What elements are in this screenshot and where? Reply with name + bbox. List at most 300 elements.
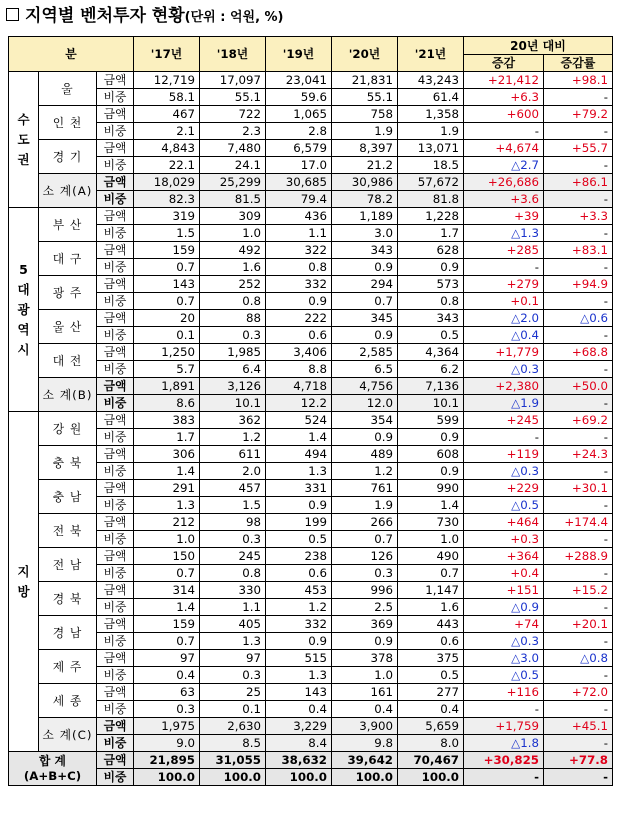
year-value-cell: 57,672 xyxy=(398,174,464,191)
year-value-cell: 1.7 xyxy=(134,429,200,446)
rate-cell: +24.3 xyxy=(544,446,613,463)
year-value-cell: 0.3 xyxy=(332,565,398,582)
year-value-cell: 1.6 xyxy=(398,599,464,616)
kind-share: 비중 xyxy=(97,361,134,378)
rate-cell: +69.2 xyxy=(544,412,613,429)
year-value-cell: 199 xyxy=(266,514,332,531)
year-value-cell: 0.7 xyxy=(134,259,200,276)
year-value-cell: 383 xyxy=(134,412,200,429)
year-value-cell: 0.7 xyxy=(134,293,200,310)
change-cell: +364 xyxy=(464,548,544,565)
year-value-cell: 0.4 xyxy=(134,667,200,684)
rate-cell: - xyxy=(544,293,613,310)
year-value-cell: 212 xyxy=(134,514,200,531)
year-value-cell: 0.8 xyxy=(398,293,464,310)
change-cell: +279 xyxy=(464,276,544,293)
year-value-cell: 0.4 xyxy=(332,701,398,718)
year-value-cell: 17,097 xyxy=(200,72,266,89)
rate-cell: - xyxy=(544,769,613,786)
year-value-cell: 6,579 xyxy=(266,140,332,157)
year-value-cell: 30,685 xyxy=(266,174,332,191)
year-value-cell: 4,843 xyxy=(134,140,200,157)
kind-share: 비중 xyxy=(97,123,134,140)
year-value-cell: 3,229 xyxy=(266,718,332,735)
table-row xyxy=(9,310,613,327)
year-value-cell: 17.0 xyxy=(266,157,332,174)
year-value-cell: 322 xyxy=(266,242,332,259)
table-row xyxy=(9,650,613,667)
year-value-cell: 31,055 xyxy=(200,752,266,769)
year-value-cell: 306 xyxy=(134,446,200,463)
rate-cell: +79.2 xyxy=(544,106,613,123)
region-name: 제 주 xyxy=(39,650,97,684)
rate-cell: △0.6 xyxy=(544,310,613,327)
region-name: 대 전 xyxy=(39,344,97,378)
kind-share: 비중 xyxy=(97,667,134,684)
group-label-char: 도 xyxy=(17,131,30,147)
year-value-cell: 330 xyxy=(200,582,266,599)
year-value-cell: 4,756 xyxy=(332,378,398,395)
year-value-cell: 2.8 xyxy=(266,123,332,140)
table-row xyxy=(9,548,613,565)
change-cell: +245 xyxy=(464,412,544,429)
rate-cell: △0.8 xyxy=(544,650,613,667)
year-value-cell: 21.2 xyxy=(332,157,398,174)
table-row xyxy=(9,497,613,514)
title-unit: (단위 : 억원, %) xyxy=(184,10,284,25)
year-value-cell: 1.9 xyxy=(332,497,398,514)
year-value-cell: 82.3 xyxy=(134,191,200,208)
year-value-cell: 1.2 xyxy=(200,429,266,446)
header-category: 분 xyxy=(9,37,134,72)
year-value-cell: 1.6 xyxy=(200,259,266,276)
year-value-cell: 1.0 xyxy=(398,531,464,548)
year-value-cell: 0.5 xyxy=(398,327,464,344)
year-value-cell: 722 xyxy=(200,106,266,123)
year-value-cell: 100.0 xyxy=(266,769,332,786)
change-cell: +0.4 xyxy=(464,565,544,582)
rate-cell: +20.1 xyxy=(544,616,613,633)
year-value-cell: 1,975 xyxy=(134,718,200,735)
year-value-cell: 81.5 xyxy=(200,191,266,208)
change-cell: △0.5 xyxy=(464,667,544,684)
year-value-cell: 0.5 xyxy=(398,667,464,684)
kind-amount: 금액 xyxy=(97,616,134,633)
year-value-cell: 18.5 xyxy=(398,157,464,174)
rate-cell: - xyxy=(544,361,613,378)
kind-share: 비중 xyxy=(97,735,134,752)
change-cell: +26,686 xyxy=(464,174,544,191)
total-name: 합 계 xyxy=(39,753,66,768)
region-name: 경 남 xyxy=(39,616,97,650)
year-value-cell: 97 xyxy=(134,650,200,667)
year-value-cell: 1.5 xyxy=(134,225,200,242)
year-value-cell: 6.5 xyxy=(332,361,398,378)
change-cell: +151 xyxy=(464,582,544,599)
rate-cell: +77.8 xyxy=(544,752,613,769)
year-value-cell: 515 xyxy=(266,650,332,667)
rate-cell: - xyxy=(544,633,613,650)
total-row xyxy=(9,752,613,769)
year-value-cell: 143 xyxy=(266,684,332,701)
kind-share: 비중 xyxy=(97,395,134,412)
region-name: 울 산 xyxy=(39,310,97,344)
year-value-cell: 58.1 xyxy=(134,89,200,106)
year-value-cell: 343 xyxy=(398,310,464,327)
year-value-cell: 21,831 xyxy=(332,72,398,89)
year-value-cell: 0.9 xyxy=(332,633,398,650)
year-value-cell: 331 xyxy=(266,480,332,497)
group-label-char: 시 xyxy=(17,341,30,357)
year-value-cell: 1,250 xyxy=(134,344,200,361)
kind-amount: 금액 xyxy=(97,106,134,123)
year-value-cell: 1,147 xyxy=(398,582,464,599)
kind-share: 비중 xyxy=(97,327,134,344)
year-value-cell: 38,632 xyxy=(266,752,332,769)
rate-cell: +94.9 xyxy=(544,276,613,293)
year-value-cell: 4,364 xyxy=(398,344,464,361)
year-value-cell: 252 xyxy=(200,276,266,293)
change-cell: △2.0 xyxy=(464,310,544,327)
year-value-cell: 0.9 xyxy=(266,633,332,650)
year-value-cell: 1.5 xyxy=(200,497,266,514)
year-value-cell: 10.1 xyxy=(200,395,266,412)
year-value-cell: 23,041 xyxy=(266,72,332,89)
kind-amount: 금액 xyxy=(97,276,134,293)
year-value-cell: 59.6 xyxy=(266,89,332,106)
kind-amount: 금액 xyxy=(97,412,134,429)
change-cell: △3.0 xyxy=(464,650,544,667)
rate-cell: - xyxy=(544,565,613,582)
table-row xyxy=(9,616,613,633)
year-value-cell: 0.8 xyxy=(266,259,332,276)
change-cell: +119 xyxy=(464,446,544,463)
rate-cell: +55.7 xyxy=(544,140,613,157)
year-value-cell: 13,071 xyxy=(398,140,464,157)
table-row xyxy=(9,208,613,225)
group-label xyxy=(9,72,39,208)
table-row xyxy=(9,106,613,123)
year-value-cell: 4,718 xyxy=(266,378,332,395)
rate-cell: +15.2 xyxy=(544,582,613,599)
year-value-cell: 0.9 xyxy=(398,429,464,446)
change-cell: +0.1 xyxy=(464,293,544,310)
rate-cell: +30.1 xyxy=(544,480,613,497)
year-value-cell: 9.8 xyxy=(332,735,398,752)
year-value-cell: 332 xyxy=(266,616,332,633)
year-value-cell: 21,895 xyxy=(134,752,200,769)
rate-cell: +174.4 xyxy=(544,514,613,531)
year-value-cell: 22.1 xyxy=(134,157,200,174)
change-cell: △0.3 xyxy=(464,361,544,378)
kind-share: 비중 xyxy=(97,497,134,514)
change-cell: - xyxy=(464,769,544,786)
year-value-cell: 0.1 xyxy=(200,701,266,718)
year-value-cell: 7,480 xyxy=(200,140,266,157)
year-value-cell: 1,228 xyxy=(398,208,464,225)
kind-amount: 금액 xyxy=(97,548,134,565)
year-value-cell: 70,467 xyxy=(398,752,464,769)
year-value-cell: 0.6 xyxy=(398,633,464,650)
year-value-cell: 1,358 xyxy=(398,106,464,123)
kind-amount: 금액 xyxy=(97,174,134,191)
change-cell: △0.4 xyxy=(464,327,544,344)
table-row xyxy=(9,480,613,497)
year-value-cell: 0.9 xyxy=(332,259,398,276)
year-value-cell: 159 xyxy=(134,242,200,259)
rate-cell: - xyxy=(544,327,613,344)
rate-cell: - xyxy=(544,735,613,752)
rate-cell: +68.8 xyxy=(544,344,613,361)
year-value-cell: 100.0 xyxy=(398,769,464,786)
region-name: 충 남 xyxy=(39,480,97,514)
year-value-cell: 12.2 xyxy=(266,395,332,412)
group-label-char: 역 xyxy=(17,321,30,337)
table-row xyxy=(9,446,613,463)
year-value-cell: 277 xyxy=(398,684,464,701)
year-value-cell: 97 xyxy=(200,650,266,667)
year-value-cell: 405 xyxy=(200,616,266,633)
title-text: 지역별 벤처투자 현황 xyxy=(25,6,185,26)
header-compare: 20년 대비 xyxy=(464,37,613,55)
kind-share: 비중 xyxy=(97,191,134,208)
year-value-cell: 2,585 xyxy=(332,344,398,361)
year-value-cell: 490 xyxy=(398,548,464,565)
year-value-cell: 6.2 xyxy=(398,361,464,378)
region-name: 전 북 xyxy=(39,514,97,548)
region-name: 전 남 xyxy=(39,548,97,582)
region-name: 세 종 xyxy=(39,684,97,718)
year-value-cell: 61.4 xyxy=(398,89,464,106)
year-value-cell: 319 xyxy=(134,208,200,225)
year-value-cell: 2.1 xyxy=(134,123,200,140)
table-row xyxy=(9,72,613,89)
kind-amount: 금액 xyxy=(97,208,134,225)
year-value-cell: 0.3 xyxy=(134,701,200,718)
year-value-cell: 990 xyxy=(398,480,464,497)
year-value-cell: 10.1 xyxy=(398,395,464,412)
change-cell: +285 xyxy=(464,242,544,259)
year-value-cell: 378 xyxy=(332,650,398,667)
subtotal-row xyxy=(9,174,613,191)
year-value-cell: 100.0 xyxy=(200,769,266,786)
year-value-cell: 343 xyxy=(332,242,398,259)
rate-cell: +45.1 xyxy=(544,718,613,735)
rate-cell: - xyxy=(544,701,613,718)
year-value-cell: 996 xyxy=(332,582,398,599)
year-value-cell: 291 xyxy=(134,480,200,497)
year-value-cell: 88 xyxy=(200,310,266,327)
change-cell: △1.9 xyxy=(464,395,544,412)
kind-amount: 금액 xyxy=(97,650,134,667)
year-value-cell: 1,065 xyxy=(266,106,332,123)
year-value-cell: 8.5 xyxy=(200,735,266,752)
header-year: '18년 xyxy=(200,37,266,72)
year-value-cell: 730 xyxy=(398,514,464,531)
rate-cell: +98.1 xyxy=(544,72,613,89)
group-label xyxy=(9,208,39,412)
year-value-cell: 0.5 xyxy=(266,531,332,548)
year-value-cell: 8,397 xyxy=(332,140,398,157)
region-name: 부 산 xyxy=(39,208,97,242)
year-value-cell: 443 xyxy=(398,616,464,633)
change-cell: +74 xyxy=(464,616,544,633)
kind-amount: 금액 xyxy=(97,752,134,769)
year-value-cell: 1.3 xyxy=(266,463,332,480)
kind-amount: 금액 xyxy=(97,242,134,259)
year-value-cell: 492 xyxy=(200,242,266,259)
year-value-cell: 25 xyxy=(200,684,266,701)
table-row xyxy=(9,361,613,378)
kind-amount: 금액 xyxy=(97,344,134,361)
year-value-cell: 159 xyxy=(134,616,200,633)
year-value-cell: 12.0 xyxy=(332,395,398,412)
group-label-char: 방 xyxy=(17,583,30,599)
year-value-cell: 0.7 xyxy=(134,565,200,582)
year-value-cell: 362 xyxy=(200,412,266,429)
change-cell: △1.3 xyxy=(464,225,544,242)
header-year: '19년 xyxy=(266,37,332,72)
region-name: 경 북 xyxy=(39,582,97,616)
year-value-cell: 81.8 xyxy=(398,191,464,208)
year-value-cell: 524 xyxy=(266,412,332,429)
change-cell: +30,825 xyxy=(464,752,544,769)
change-cell: +0.3 xyxy=(464,531,544,548)
year-value-cell: 608 xyxy=(398,446,464,463)
year-value-cell: 55.1 xyxy=(200,89,266,106)
year-value-cell: 354 xyxy=(332,412,398,429)
year-value-cell: 758 xyxy=(332,106,398,123)
year-value-cell: 3,406 xyxy=(266,344,332,361)
year-value-cell: 494 xyxy=(266,446,332,463)
subtotal-row xyxy=(9,735,613,752)
year-value-cell: 3.0 xyxy=(332,225,398,242)
kind-amount: 금액 xyxy=(97,718,134,735)
table-row xyxy=(9,599,613,616)
year-value-cell: 1.4 xyxy=(134,463,200,480)
group-label-char: 5 xyxy=(19,261,28,277)
subtotal-name: 소 계(C) xyxy=(39,718,97,752)
rate-cell: - xyxy=(544,89,613,106)
year-value-cell: 611 xyxy=(200,446,266,463)
year-value-cell: 573 xyxy=(398,276,464,293)
kind-amount: 금액 xyxy=(97,514,134,531)
year-value-cell: 7,136 xyxy=(398,378,464,395)
year-value-cell: 143 xyxy=(134,276,200,293)
year-value-cell: 43,243 xyxy=(398,72,464,89)
header-change: 증감 xyxy=(464,55,544,72)
year-value-cell: 0.6 xyxy=(266,327,332,344)
rate-cell: - xyxy=(544,395,613,412)
year-value-cell: 1.3 xyxy=(134,497,200,514)
year-value-cell: 20 xyxy=(134,310,200,327)
table-row xyxy=(9,225,613,242)
year-value-cell: 467 xyxy=(134,106,200,123)
year-value-cell: 0.1 xyxy=(134,327,200,344)
change-cell: △2.7 xyxy=(464,157,544,174)
year-value-cell: 0.9 xyxy=(266,497,332,514)
table-row xyxy=(9,463,613,480)
year-value-cell: 222 xyxy=(266,310,332,327)
region-name: 충 북 xyxy=(39,446,97,480)
year-value-cell: 761 xyxy=(332,480,398,497)
year-value-cell: 0.7 xyxy=(134,633,200,650)
year-value-cell: 1.1 xyxy=(266,225,332,242)
year-value-cell: 79.4 xyxy=(266,191,332,208)
rate-cell: - xyxy=(544,599,613,616)
rate-cell: - xyxy=(544,497,613,514)
table-row xyxy=(9,429,613,446)
subtotal-row xyxy=(9,395,613,412)
rate-cell: - xyxy=(544,531,613,548)
subtotal-row xyxy=(9,378,613,395)
year-value-cell: 3,126 xyxy=(200,378,266,395)
year-value-cell: 1.0 xyxy=(200,225,266,242)
year-value-cell: 1,891 xyxy=(134,378,200,395)
year-value-cell: 9.0 xyxy=(134,735,200,752)
year-value-cell: 628 xyxy=(398,242,464,259)
year-value-cell: 266 xyxy=(332,514,398,531)
year-value-cell: 1.4 xyxy=(134,599,200,616)
table-row xyxy=(9,123,613,140)
year-value-cell: 1.1 xyxy=(200,599,266,616)
table-row xyxy=(9,327,613,344)
year-value-cell: 25,299 xyxy=(200,174,266,191)
rate-cell: - xyxy=(544,157,613,174)
rate-cell: - xyxy=(544,463,613,480)
rate-cell: - xyxy=(544,429,613,446)
table-row xyxy=(9,633,613,650)
kind-share: 비중 xyxy=(97,565,134,582)
kind-share: 비중 xyxy=(97,633,134,650)
year-value-cell: 1.9 xyxy=(332,123,398,140)
year-value-cell: 0.8 xyxy=(200,293,266,310)
kind-share: 비중 xyxy=(97,701,134,718)
kind-amount: 금액 xyxy=(97,140,134,157)
year-value-cell: 2,630 xyxy=(200,718,266,735)
change-cell: +39 xyxy=(464,208,544,225)
kind-share: 비중 xyxy=(97,463,134,480)
year-value-cell: 98 xyxy=(200,514,266,531)
year-value-cell: 63 xyxy=(134,684,200,701)
year-value-cell: 309 xyxy=(200,208,266,225)
table-row xyxy=(9,565,613,582)
table-row xyxy=(9,514,613,531)
change-cell: +21,412 xyxy=(464,72,544,89)
year-value-cell: 6.4 xyxy=(200,361,266,378)
year-value-cell: 314 xyxy=(134,582,200,599)
change-cell: △0.5 xyxy=(464,497,544,514)
table-row xyxy=(9,344,613,361)
rate-cell: +50.0 xyxy=(544,378,613,395)
year-value-cell: 8.4 xyxy=(266,735,332,752)
kind-share: 비중 xyxy=(97,531,134,548)
year-value-cell: 0.3 xyxy=(200,531,266,548)
subtotal-row xyxy=(9,718,613,735)
header-year: '21년 xyxy=(398,37,464,72)
kind-amount: 금액 xyxy=(97,72,134,89)
year-value-cell: 55.1 xyxy=(332,89,398,106)
change-cell: △1.8 xyxy=(464,735,544,752)
group-label-char: 지 xyxy=(17,563,30,579)
rate-cell: - xyxy=(544,259,613,276)
kind-amount: 금액 xyxy=(97,582,134,599)
year-value-cell: 1.4 xyxy=(266,429,332,446)
year-value-cell: 0.9 xyxy=(266,293,332,310)
change-cell: △0.3 xyxy=(464,633,544,650)
change-cell: +600 xyxy=(464,106,544,123)
year-value-cell: 1.7 xyxy=(398,225,464,242)
